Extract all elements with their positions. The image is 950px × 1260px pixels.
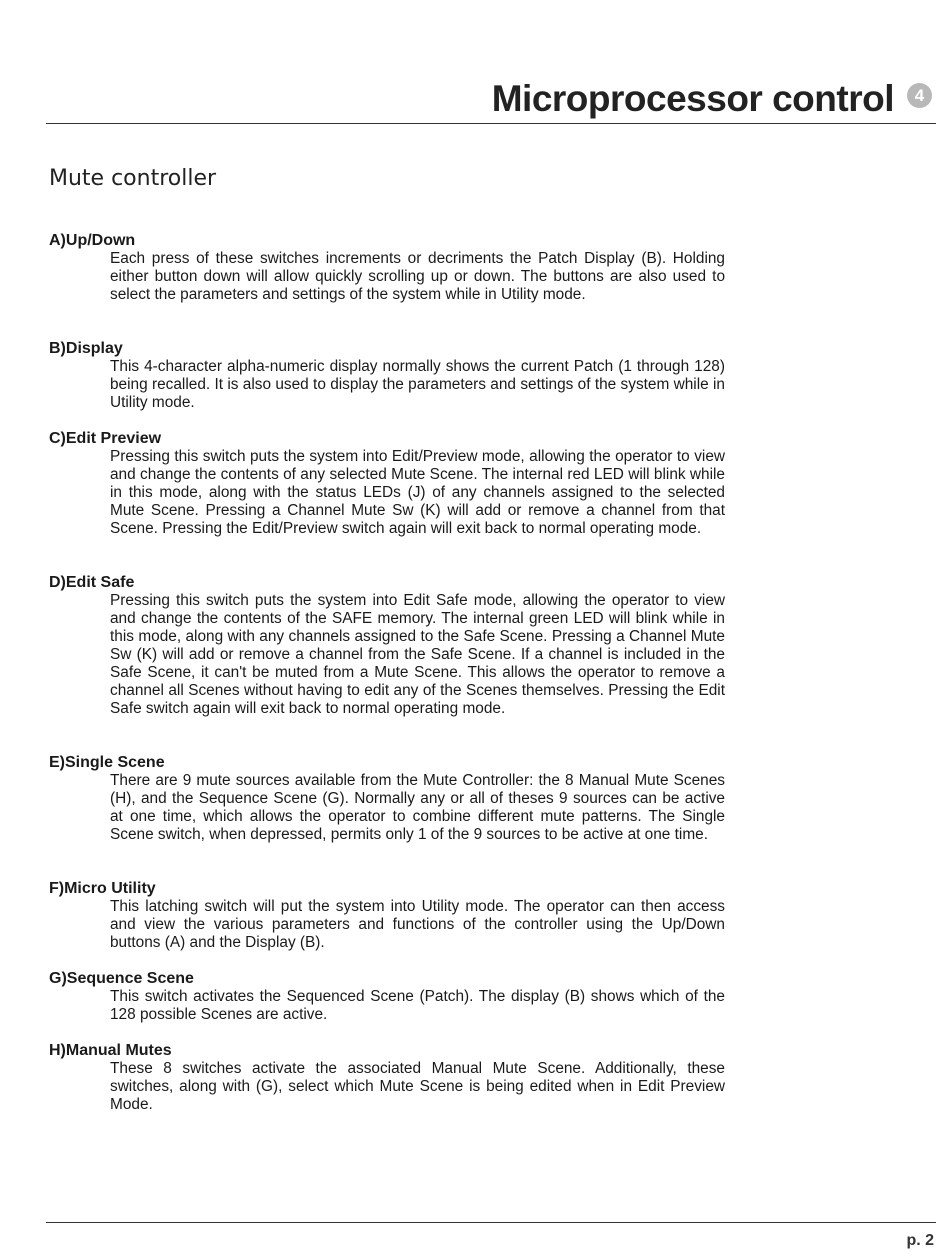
page-number: p. 2 <box>906 1232 934 1249</box>
item-label: A)Up/Down <box>49 232 136 249</box>
item-description: This switch activates the Sequenced Scene (Patch). The display (B) shows which of the 128 possible Scenes are active. <box>110 988 725 1023</box>
item-description: This 4-character alpha-numeric display normally shows the current Patch (1 through 128) being recalled. It is also used to display the parameters and settings of the system while in Utility mode. <box>110 358 725 411</box>
section-title: Mute controller <box>49 166 217 191</box>
item-label: C)Edit Preview <box>49 430 162 447</box>
item-label: H)Manual Mutes <box>49 1042 172 1059</box>
item-description: Each press of these switches increments or decriments the Patch Display (B). Holding either button down will allow quickly scrolling up or down. The buttons are also used to select the parameters and settings of the system while in Utility mode. <box>110 250 725 303</box>
item-sequence-scene <box>49 970 725 1024</box>
item-label: B)Display <box>49 340 123 357</box>
item-up-down <box>49 232 725 304</box>
item-manual-mutes <box>49 1042 725 1114</box>
item-edit-preview <box>49 430 725 538</box>
item-description: This latching switch will put the system into Utility mode. The operator can then access and view the various parameters and functions of the controller using the Up/Down buttons (A) and the Display (B). <box>110 898 725 951</box>
chapter-number-badge: 4 <box>907 83 932 108</box>
item-label: E)Single Scene <box>49 754 165 771</box>
item-description: Pressing this switch puts the system into Edit Safe mode, allowing the operator to view and change the contents of the SAFE memory. The internal green LED will blink while in this mode, along with any channels assigned to the Safe Scene. Pressing a Channel Mute Sw (K) will add or remove a channel from the Safe Scene. If a channel is included in the Safe Scene, it can't be muted from a Mute Scene. This allows the operator to remove a channel all Scenes without having to edit any of the Scenes themselves. Pressing the Edit Safe switch again will exit back to normal operating mode. <box>110 592 725 717</box>
item-label: D)Edit Safe <box>49 574 135 591</box>
footer-divider <box>46 1222 936 1223</box>
item-description: These 8 switches activate the associated Manual Mute Scene. Additionally, these switches, along with (G), select which Mute Scene is being edited when in Edit Preview Mode. <box>110 1060 725 1113</box>
item-label: G)Sequence Scene <box>49 970 194 987</box>
item-label: F)Micro Utility <box>49 880 156 897</box>
header-divider <box>46 123 936 124</box>
page-title: Microprocessor control <box>491 78 894 119</box>
item-display <box>49 340 725 412</box>
item-description: Pressing this switch puts the system into Edit/Preview mode, allowing the operator to view and change the contents of any selected Mute Scene. The internal red LED will blink while in this mode, along with the status LEDs (J) of any channels assigned to the selected Mute Scene. Pressing a Channel Mute Sw (K) will add or remove a channel from that Scene. Pressing the Edit/Preview switch again will exit back to normal operating mode. <box>110 448 725 537</box>
item-edit-safe <box>49 574 725 718</box>
item-single-scene <box>49 754 725 844</box>
item-micro-utility <box>49 880 725 952</box>
item-description: There are 9 mute sources available from the Mute Controller: the 8 Manual Mute Scenes (H), and the Sequence Scene (G). Normally any or all of theses 9 sources can be active at one time, which allows the operator to combine different mute patterns. The Single Scene switch, when depressed, permits only 1 of the 9 sources to be active at one time. <box>110 772 725 843</box>
